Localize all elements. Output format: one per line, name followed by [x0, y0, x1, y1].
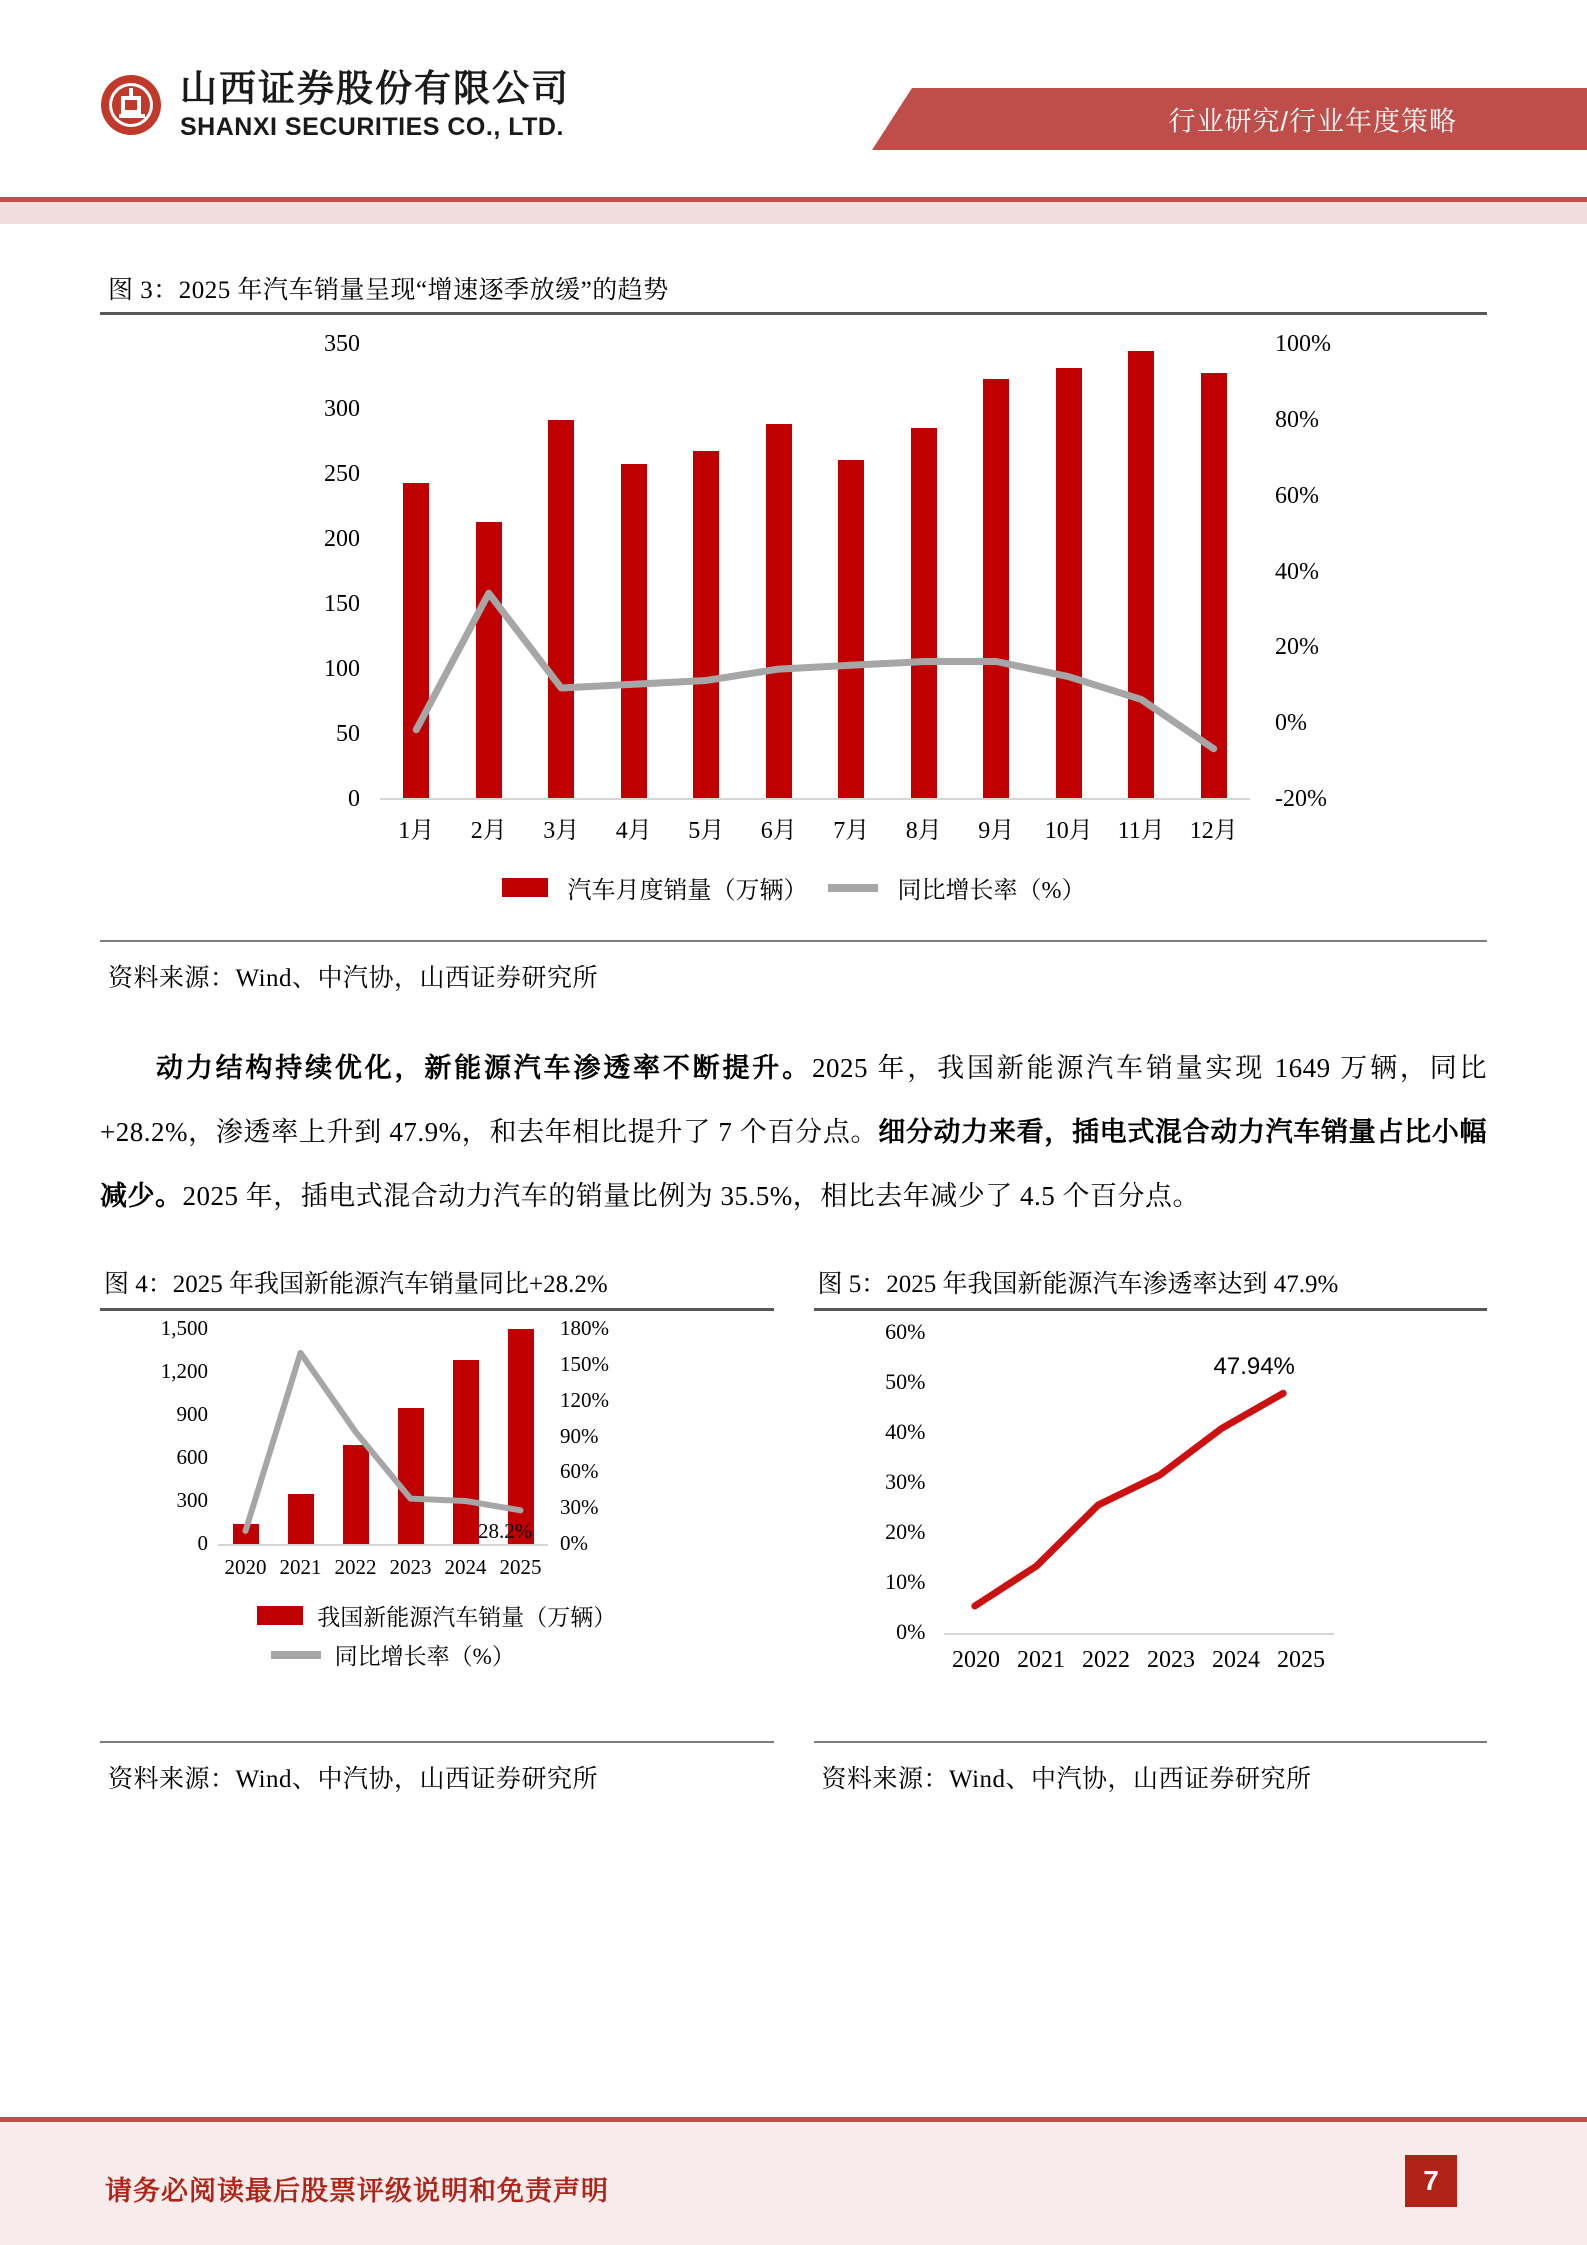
page-footer — [0, 2117, 1587, 2245]
axis-category-label: 11月 — [1117, 818, 1165, 844]
footer-disclaimer: 请务必阅读最后股票评级说明和免责声明 — [105, 2176, 609, 2206]
figure3-title: 图 3：2025 年汽车销量呈现“增速逐季放缓”的趋势 — [108, 277, 669, 304]
figure4-legend — [100, 1599, 774, 1671]
figure5-title: 图 5：2025 年我国新能源汽车渗透率达到 47.9% — [817, 1271, 1339, 1298]
figure3-legend — [100, 870, 1487, 905]
axis-tick-label: 150% — [560, 1351, 609, 1376]
axis-category-label: 2021 — [1017, 1647, 1065, 1673]
axis-category-label: 2022 — [334, 1555, 377, 1579]
bar — [766, 424, 792, 798]
bar — [1056, 368, 1082, 798]
legend-bar-swatch-icon — [257, 1606, 303, 1625]
legend-line-swatch-icon — [828, 884, 878, 892]
bar-cell — [218, 1329, 273, 1544]
axis-tick-label: 20% — [885, 1519, 926, 1544]
figure4-title: 图 4：2025 年我国新能源汽车销量同比+28.2% — [104, 1271, 608, 1298]
figure4-bar-series — [218, 1329, 548, 1544]
axis-tick-label: 1,200 — [160, 1359, 208, 1383]
axis-tick-label: 200 — [324, 526, 360, 552]
figure3-plot-area — [380, 343, 1250, 798]
axis-tick-label: 120% — [560, 1387, 609, 1412]
axis-tick-label: 0% — [1275, 710, 1307, 737]
bar-cell — [960, 343, 1033, 798]
figure4-column — [100, 1264, 774, 1795]
figure3-bar-series — [380, 343, 1250, 798]
axis-tick-label: 30% — [560, 1495, 599, 1520]
bar-cell — [453, 343, 526, 798]
axis-category-label: 8月 — [905, 818, 942, 844]
bar-cell — [815, 343, 888, 798]
header-banner-label: 行业研究/行业年度策略 — [1168, 106, 1457, 137]
axis-category-label: 2024 — [1212, 1647, 1260, 1673]
bar — [548, 420, 574, 798]
axis-category-label: 5月 — [688, 818, 725, 844]
axis-category-label: 2020 — [952, 1647, 1000, 1673]
axis-tick-label: 30% — [885, 1469, 926, 1494]
page-number-badge: 7 — [1405, 2155, 1457, 2207]
axis-tick-label: 10% — [885, 1569, 926, 1594]
bar-cell — [888, 343, 961, 798]
bar — [343, 1445, 369, 1544]
bar — [288, 1494, 314, 1544]
bar-cell — [1105, 343, 1178, 798]
bar-cell — [743, 343, 816, 798]
axis-tick-label: 100% — [1275, 331, 1331, 357]
axis-category-label: 2024 — [444, 1555, 487, 1579]
axis-tick-label: 0 — [348, 786, 360, 812]
axis-tick-label: 0 — [197, 1531, 208, 1555]
page-header — [0, 0, 1587, 185]
bar — [233, 1524, 259, 1544]
axis-tick-label: 90% — [560, 1423, 599, 1448]
figure5-chart — [814, 1311, 1488, 1741]
axis-tick-label: 40% — [1275, 558, 1319, 585]
axis-tick-label: 150 — [324, 591, 360, 617]
axis-category-label: 2020 — [224, 1555, 267, 1579]
bar-cell — [670, 343, 743, 798]
figure3-legend-bar-label: 汽车月度销量（万辆） — [567, 878, 808, 904]
bar-cell — [598, 343, 671, 798]
header-rule-light — [0, 202, 1587, 224]
axis-category-label: 2022 — [1082, 1647, 1130, 1673]
bar-cell — [1178, 343, 1251, 798]
figure4-legend-line-label: 同比增长率（%） — [334, 1644, 515, 1669]
axis-category-label: 2025 — [1277, 1647, 1325, 1673]
company-logo — [100, 70, 570, 140]
bar-cell — [328, 1329, 383, 1544]
axis-category-label: 9月 — [978, 818, 1015, 844]
bar — [1201, 373, 1227, 798]
bar — [508, 1329, 534, 1544]
axis-category-label: 7月 — [833, 818, 870, 844]
bar-cell — [493, 1329, 548, 1544]
axis-tick-label: 40% — [885, 1419, 926, 1444]
figure4-chart — [100, 1311, 774, 1741]
bar — [983, 379, 1009, 798]
axis-tick-label: 20% — [1275, 634, 1319, 661]
axis-tick-label: 0% — [560, 1531, 588, 1555]
bar — [476, 522, 502, 798]
axis-tick-label: 60% — [560, 1459, 599, 1484]
bar — [453, 1360, 479, 1544]
bar — [621, 464, 647, 798]
axis-tick-label: 60% — [1275, 482, 1319, 509]
bar-cell — [438, 1329, 493, 1544]
axis-tick-label: 900 — [176, 1402, 208, 1426]
axis-tick-label: 60% — [885, 1319, 926, 1344]
body-paragraph — [100, 1036, 1487, 1228]
bar — [1128, 351, 1154, 798]
figure3-chart — [100, 315, 1487, 940]
axis-category-label: 1月 — [398, 818, 435, 844]
paragraph-lead-1: 动力结构持续优化，新能源汽车渗透率不断提升。 — [156, 1053, 812, 1083]
figure3-source: 资料来源：Wind、中汽协，山西证券研究所 — [108, 965, 599, 992]
axis-tick-label: 250 — [324, 461, 360, 487]
bar-cell — [383, 1329, 438, 1544]
figure3-x-axis-labels — [380, 810, 1250, 845]
axis-tick-label: 100 — [324, 656, 360, 682]
bar — [403, 483, 429, 798]
axis-tick-label: 50 — [336, 721, 360, 747]
figure4-plot-area — [218, 1329, 548, 1544]
figure5-source: 资料来源：Wind、中汽协，山西证券研究所 — [821, 1766, 1312, 1793]
bar — [838, 460, 864, 798]
shanxi-securities-seal-icon — [100, 74, 162, 136]
bar-cell — [525, 343, 598, 798]
axis-category-label: 2023 — [1147, 1647, 1195, 1673]
figure5-column — [814, 1264, 1488, 1795]
legend-line-swatch-icon — [271, 1651, 321, 1659]
axis-tick-label: 600 — [176, 1445, 208, 1469]
figure5-x-axis-line — [944, 1633, 1334, 1635]
header-banner — [912, 88, 1587, 150]
axis-category-label: 4月 — [615, 818, 652, 844]
axis-tick-label: -20% — [1275, 786, 1327, 812]
axis-tick-label: 80% — [1275, 406, 1319, 433]
figure5-x-axis-labels — [944, 1647, 1334, 1674]
axis-tick-label: 0% — [896, 1619, 926, 1644]
axis-category-label: 3月 — [543, 818, 580, 844]
axis-category-label: 12月 — [1189, 818, 1238, 844]
axis-tick-label: 1,500 — [160, 1316, 208, 1340]
figure3-x-axis-line — [380, 798, 1250, 800]
figure-row — [100, 1264, 1487, 1795]
paragraph-text-2: 2025 年，插电式混合动力汽车的销量比例为 35.5%，相比去年减少了 4.5 个百分点。 — [182, 1181, 1200, 1211]
axis-category-label: 2025 — [499, 1555, 542, 1579]
figure4-x-axis-labels — [218, 1555, 548, 1580]
company-name-en: SHANXI SECURITIES CO., LTD. — [180, 113, 564, 141]
figure4-source: 资料来源：Wind、中汽协，山西证券研究所 — [108, 1766, 599, 1793]
figure4-legend-bar-label: 我国新能源汽车销量（万辆） — [317, 1605, 617, 1630]
axis-category-label: 6月 — [760, 818, 797, 844]
bar — [911, 428, 937, 799]
axis-tick-label: 50% — [885, 1369, 926, 1394]
figure4-x-axis-line — [218, 1544, 548, 1546]
bar-cell — [1033, 343, 1106, 798]
bar-cell — [380, 343, 453, 798]
axis-tick-label: 350 — [324, 331, 360, 357]
axis-tick-label: 300 — [176, 1488, 208, 1512]
bar — [398, 1408, 424, 1544]
axis-tick-label: 180% — [560, 1316, 609, 1340]
axis-category-label: 2月 — [470, 818, 507, 844]
figure5-annotation: 47.94% — [1213, 1353, 1295, 1380]
figure4-annotation: 28.2% — [478, 1519, 533, 1543]
bar-cell — [273, 1329, 328, 1544]
axis-category-label: 2021 — [279, 1555, 322, 1579]
axis-tick-label: 300 — [324, 396, 360, 422]
legend-bar-swatch-icon — [502, 878, 548, 897]
paragraph-text-1: 2025 年，我国新能源汽车销量实现 1649 万辆，同比+28.2%，渗透率上升到 47.9%，和去年相比提升了 7 个百分点。 — [100, 1053, 1488, 1147]
company-name-cn: 山西证券股份有限公司 — [180, 68, 570, 109]
axis-category-label: 2023 — [389, 1555, 432, 1579]
figure3-legend-line-label: 同比增长率（%） — [897, 878, 1086, 904]
bar — [693, 451, 719, 798]
paragraph-lead-2: 细分动力来看，插电式混合动力汽车销量占比小幅减少。 — [100, 1117, 1487, 1211]
page-body — [0, 225, 1587, 1795]
axis-category-label: 10月 — [1044, 818, 1093, 844]
